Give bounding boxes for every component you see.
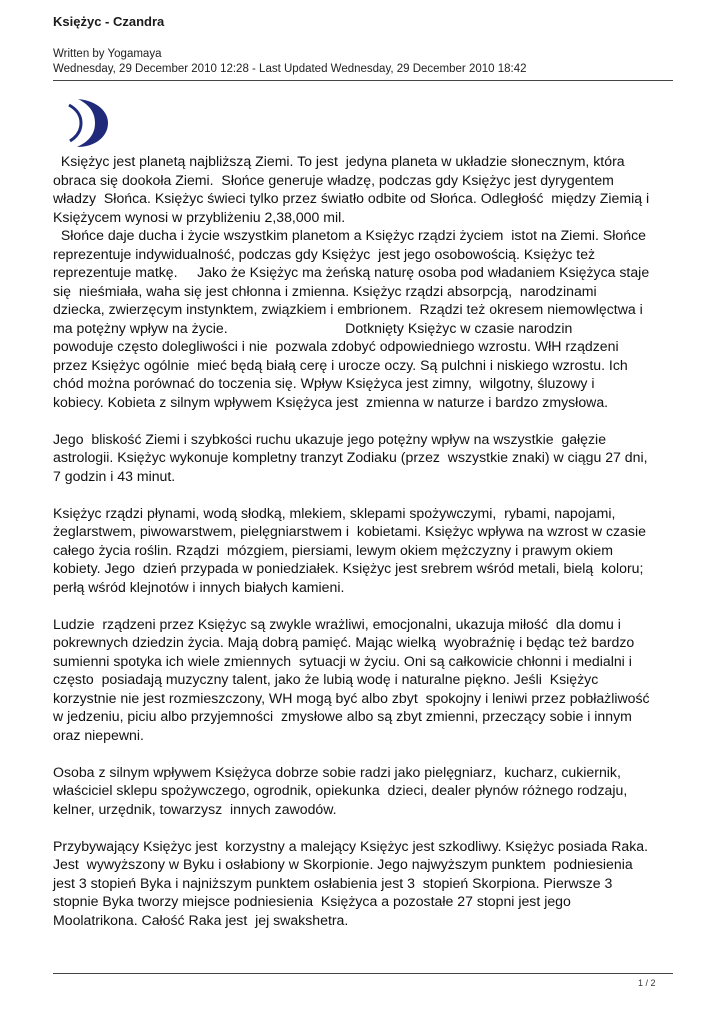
text-line: korzystnie nie jest rozmieszczony, WH mogą być albo zbyt spokojny i leniwi przez pobłażliwość (53, 689, 650, 706)
text-line: stopnie Byka tworzy miejsce podniesienia Księżyca a pozostałe 27 stopni jest jego (53, 893, 571, 909)
text-line: powoduje często dolegliwości i nie pozwala zdobyć odpowiedniego wzrostu. WłH rządzeni (53, 338, 619, 354)
text-line: kobiety. Jego dzień przypada w poniedziałek. Księżyc jest srebrem wśród metali, bielą koloru; (53, 560, 644, 576)
crescent-moon-icon (64, 96, 110, 150)
text-line: Jego bliskość Ziemi i szybkości ruchu ukazuje jego potężny wpływ na wszystkie gałęzie (53, 430, 607, 447)
header-divider (53, 80, 673, 81)
author-line: Written by Yogamaya (53, 48, 162, 60)
text-line: Osoba z silnym wpływem Księżyca dobrze sobie radzi jako pielęgniarz, kucharz, cukiernik, (53, 763, 621, 780)
text-line: kobiecy. Kobieta z silnym wpływem Księżyca jest zmienna w naturze i bardzo zmysłowa. (53, 393, 609, 410)
text-line: 7 godzin i 43 minut. (53, 467, 176, 484)
text-line: przez Księżyc ogólnie mieć będą białą cerę i urocze oczy. Są pulchni i niskiego wzrostu. Ich (53, 356, 628, 373)
text-line: Jest wywyższony w Byku i osłabiony w Skorpionie. Jego najwyższym punktem podniesienia (53, 856, 633, 872)
page-number: 1 / 2 (638, 978, 656, 988)
text-line: Księżyc jest planetą najbliższą Ziemi. To jest jedyna planeta w układzie słonecznym, która (53, 153, 625, 169)
article-body (53, 152, 678, 929)
paragraph-gap (53, 485, 678, 504)
text-line: Przybywający Księżyc jest korzystny a malejący Księżyc jest szkodliwy. Księżyc posiada Raka. (53, 837, 649, 854)
text-line: władzy Słońca. Księżyc świeci tylko przez światło odbite od Słońca. Odległość między Ziemią i (53, 190, 650, 206)
text-line: kelner, urzędnik, towarzysz innych zawodów. (53, 800, 337, 817)
paragraph-gap (53, 744, 678, 763)
text-line: właściciel sklepu spożywczego, ogrodnik, opiekunka dzieci, dealer płynów różnego rodzaju, (53, 782, 628, 798)
footer-divider (53, 973, 673, 974)
text-line: Ludzie rządzeni przez Księżyc są zwykle wrażliwi, emocjonalni, ukazuja miłość dla domu i (53, 615, 621, 632)
text-line: astrologii. Księżyc wykonuje kompletny tranzyt Zodiaku (przez wszystkie znaki) w ciągu 27 dni, (53, 449, 648, 465)
text-line: dziecka, zwierzęcym instynktem, związkiem i embrionem. Rządzi też okresem niemowlęctwa i (53, 301, 643, 317)
text-line: Słońce daje ducha i życie wszystkim planetom a Księżyc rządzi życiem istot na Ziemi. Słońce (53, 227, 646, 243)
text-line: chód można porównać do toczenia się. Wpływ Księżyca jest zimny, wilgotny, śluzowy i (53, 375, 595, 391)
text-line: Księżyc rządzi płynami, wodą słodką, mlekiem, sklepami spożywczymi, rybami, napojami, (53, 504, 616, 521)
paragraph-gap (53, 596, 678, 615)
text-line: Księżycem wynosi w przybliżeniu 2,38,000 mil. (53, 208, 346, 225)
text-line: obraca się dookoła Ziemi. Słońce generuje władzę, podczas gdy Księżyc jest dyrygentem (53, 171, 614, 188)
text-line: perłą wśród klejnotów i innych białych kamieni. (53, 578, 345, 595)
text-line: ma potężny wpływ na życie. Dotknięty Księżyc w czasie narodzin (53, 319, 573, 336)
text-line: żeglarstwem, piwowarstwem, pielęgniarstwem i kobietami. Księżyc wpływa na wzrost w czasie (53, 523, 646, 539)
text-line: oraz niepewni. (53, 726, 144, 743)
text-line: jest 3 stopień Byka i najniższym punktem osłabienia jest 3 stopień Skorpiona. Pierwsze 3 (53, 874, 613, 891)
article-meta (53, 47, 527, 77)
text-line: się nieśmiała, waha się jest chłonna i zmienna. Księżyc rządzi absorpcją, narodzinami (53, 282, 597, 299)
text-line: sumienni spotyka ich wiele zmiennych sytuacji w życiu. Oni są całkowicie chłonni i medialni i (53, 652, 632, 669)
paragraph-gap (53, 818, 678, 837)
paragraph-gap (53, 411, 678, 430)
page-title: Księżyc - Czandra (53, 14, 165, 29)
text-line: reprezentuje matkę. Jako że Księżyc ma żeńską naturę osoba pod władaniem Księżyca staje (53, 264, 650, 280)
text-line: całego życia roślin. Rządzi mózgiem, piersiami, lewym okiem mężczyzny i prawym okiem (53, 541, 613, 558)
date-line: Wednesday, 29 December 2010 12:28 - Last Updated Wednesday, 29 December 2010 18:42 (53, 63, 527, 75)
text-line: w jedzeniu, piciu albo przyjemności zmysłowe albo są zbyt zmienni, przeczący sobie i innym (53, 708, 632, 724)
text-line: często posiadają muzyczny talent, jako że lubią wodę i naturalne piękno. Jeśli Księżyc (53, 671, 599, 687)
text-line: Moolatrikona. Całość Raka jest jej swakshetra. (53, 911, 349, 928)
text-line: pokrewnych dziedzin życia. Mają dobrą pamięć. Mając wielką wyobraźnię i będąc też bardzo (53, 634, 635, 650)
text-line: reprezentuje indywidualność, podczas gdy Księżyc jest jego osobowością. Księżyc też (53, 245, 596, 262)
